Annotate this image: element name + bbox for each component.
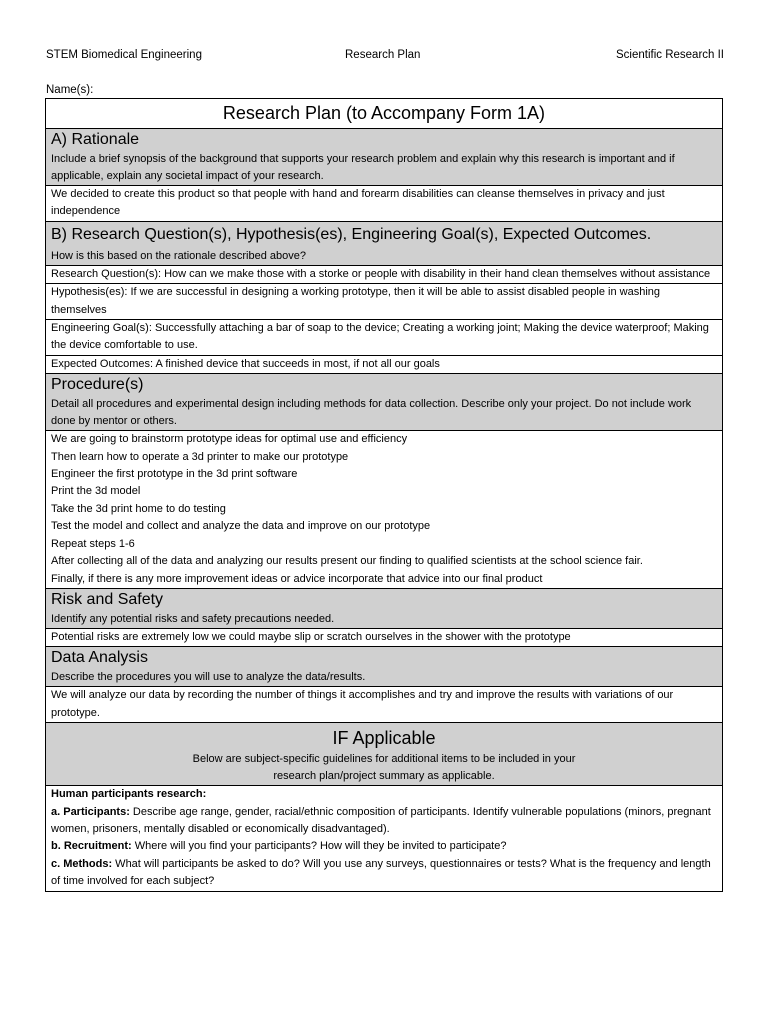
procedure-step: Engineer the first prototype in the 3d print software bbox=[51, 468, 298, 481]
page-header bbox=[46, 47, 724, 63]
research-question-response: Research Question(s): How can we make those with a storke or people with disability in their hand clean themselves without assistance bbox=[46, 265, 722, 283]
data-analysis-description: Describe the procedures you will use to analyze the data/results. bbox=[51, 671, 366, 684]
expected-outcomes-response: Expected Outcomes: A finished device that succeeds in most, if not all our goals bbox=[46, 355, 722, 373]
human-participants-heading: Human participants research: bbox=[51, 788, 207, 801]
procedure-step: Then learn how to operate a 3d printer to make our prototype bbox=[51, 450, 349, 463]
human-participants-block bbox=[46, 785, 722, 890]
procedure-step: Take the 3d print home to do testing bbox=[51, 502, 226, 515]
rationale-title: A) Rationale bbox=[51, 131, 140, 148]
procedure-step: Print the 3d model bbox=[51, 485, 141, 498]
header-class: Scientific Research II bbox=[615, 49, 724, 61]
procedure-section-header bbox=[46, 373, 722, 430]
participants-label: a. Participants: bbox=[51, 805, 130, 818]
research-plan-form bbox=[45, 98, 723, 892]
procedure-step: We are going to brainstorm prototype ideas for optimal use and efficiency bbox=[51, 433, 408, 446]
procedure-step: Finally, if there is any more improvement ideas or advice incorporate that advice into our final product bbox=[51, 572, 543, 585]
participants-text: Describe age range, gender, racial/ethnic composition of participants. Identify vulnerable populations (minors, pregnant women, prisoners, mentally disabled or economically disadvantaged). bbox=[51, 805, 711, 835]
recruitment-label: b. Recruitment: bbox=[51, 840, 132, 853]
risk-section-header bbox=[46, 588, 722, 628]
risk-response: Potential risks are extremely low we could maybe slip or scratch ourselves in the shower with the prototype bbox=[46, 628, 722, 646]
methods-text: What will participants be asked to do? Will you use any surveys, questionnaires or tests? What is the frequency and length of time involved for each subject? bbox=[51, 857, 711, 888]
recruitment-item bbox=[51, 838, 717, 855]
data-analysis-section-header bbox=[46, 646, 722, 686]
methods-item bbox=[51, 856, 717, 891]
engineering-goal-response: Engineering Goal(s): Successfully attaching a bar of soap to the device; Creating a working joint; Making the device waterproof; Making the device comfortable to use. bbox=[46, 319, 722, 355]
participants-item bbox=[51, 804, 717, 839]
if-applicable-line-1: Below are subject-specific guidelines for additional items to be included in your bbox=[192, 753, 576, 766]
names-label: Name(s): bbox=[46, 84, 94, 96]
research-question-title: B) Research Question(s), Hypothesis(es), Engineering Goal(s), Expected Outcomes. bbox=[51, 225, 652, 243]
methods-label: c. Methods: bbox=[51, 857, 113, 870]
data-analysis-title: Data Analysis bbox=[51, 649, 148, 667]
header-course: STEM Biomedical Engineering bbox=[46, 49, 202, 61]
header-document-title: Research Plan bbox=[345, 49, 421, 61]
research-question-description: How is this based on the rationale described above? bbox=[51, 249, 306, 262]
procedure-steps bbox=[46, 430, 722, 588]
data-analysis-response: We will analyze our data by recording the number of things it accomplishes and try and improve the results with variations of our prototype. bbox=[46, 686, 722, 722]
recruitment-text: Where will you find your participants? How will they be invited to participate? bbox=[131, 840, 507, 853]
rationale-response: We decided to create this product so that people with hand and forearm disabilities can cleanse themselves in privacy and just independence bbox=[46, 185, 722, 221]
risk-description: Identify any potential risks and safety precautions needed. bbox=[51, 612, 335, 625]
procedure-step: After collecting all of the data and analyzing our results present our finding to qualified scientists at the school science fair. bbox=[51, 555, 643, 568]
procedure-step: Repeat steps 1-6 bbox=[51, 537, 135, 550]
if-applicable-section-header bbox=[46, 722, 722, 785]
if-applicable-title: IF Applicable bbox=[332, 728, 436, 749]
form-title: Research Plan (to Accompany Form 1A) bbox=[222, 103, 546, 123]
if-applicable-line-2: research plan/project summary as applicable. bbox=[273, 770, 495, 783]
rationale-section-header bbox=[46, 128, 722, 185]
rationale-description: Include a brief synopsis of the background that supports your research problem and explain why this research is important and if applicable, explain any societal impact of your research. bbox=[51, 153, 675, 182]
hypothesis-response: Hypothesis(es): If we are successful in designing a working prototype, then it will be able to assist disabled people in washing themselves bbox=[46, 283, 722, 319]
procedure-description: Detail all procedures and experimental design including methods for data collection. Describe only your project. Do not include work done by mentor or others. bbox=[51, 398, 692, 428]
procedure-step: Test the model and collect and analyze the data and improve on our prototype bbox=[51, 520, 431, 533]
risk-title: Risk and Safety bbox=[51, 590, 164, 608]
procedure-title: Procedure(s) bbox=[51, 376, 144, 394]
research-question-section-header bbox=[46, 221, 722, 265]
